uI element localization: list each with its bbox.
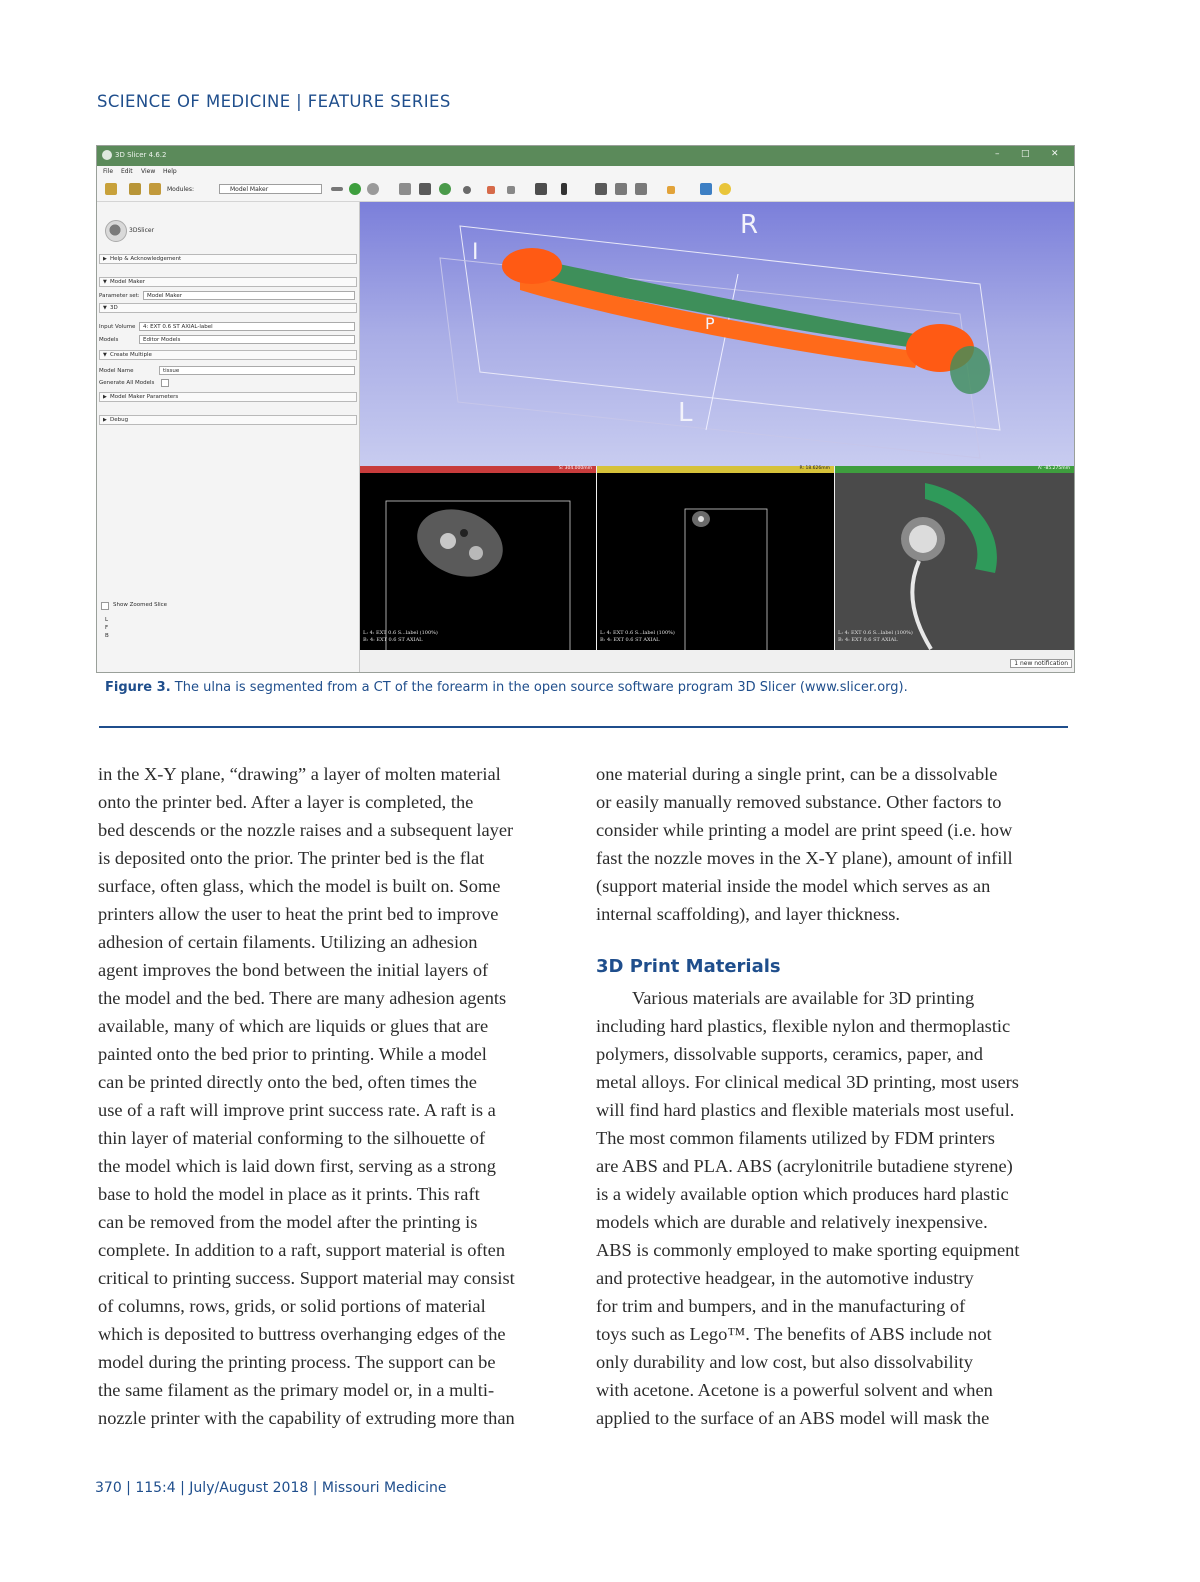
transform-icon[interactable] — [463, 186, 471, 194]
yellow-slice-info: L: 4: EXT 0.6 S...label (100%) B: 4: EXT 0.6 ST AXIAL — [600, 630, 675, 643]
section-create-multiple[interactable]: ▼ Create Multiple — [99, 350, 357, 360]
sagittal-ct-image — [597, 473, 834, 650]
text-line: complete. In addition to a raft, support material is often — [98, 1240, 506, 1260]
text-line: metal alloys. For clinical medical 3D printing, most users — [596, 1072, 1019, 1092]
text-line: fast the nozzle moves in the X-Y plane), amount of infill — [596, 848, 1013, 868]
text-line: applied to the surface of an ABS model will mask the — [596, 1408, 990, 1428]
input-volume-select[interactable]: 4: EXT 0.6 ST AXIAL-label — [139, 322, 355, 331]
text-line: the model and the bed. There are many adhesion agents — [98, 988, 507, 1008]
text-line: surface, often glass, which the model is built on. Some — [98, 876, 501, 896]
window-titlebar — [97, 146, 1074, 166]
history-icon[interactable] — [331, 187, 343, 191]
crosshair-icon[interactable] — [561, 183, 567, 195]
parameter-set-label: Parameter set: — [99, 293, 140, 299]
text-line: agent improves the bond between the initial layers of — [98, 960, 489, 980]
model-name-label: Model Name — [99, 368, 134, 374]
dcm-icon[interactable] — [129, 183, 141, 195]
menu-view[interactable]: View — [141, 168, 156, 175]
logo-text: 3DSlicer — [129, 227, 155, 234]
section-heading: 3D Print Materials — [596, 956, 781, 977]
data-probe-panel — [97, 601, 359, 671]
model-name-input[interactable]: tissue — [159, 366, 355, 375]
text-line: (support material inside the model which serves as an — [596, 876, 991, 896]
text-line: with acetone. Acetone is a powerful solvent and when — [596, 1380, 993, 1400]
module-selector[interactable]: Model Maker — [219, 184, 322, 194]
text-line: for trim and bumpers, and in the manufacturing of — [596, 1296, 966, 1316]
green-slice-info: L: 4: EXT 0.6 S...label (100%) B: 4: EXT 0.6 ST AXIAL — [838, 630, 913, 643]
cube-icon[interactable] — [419, 183, 431, 195]
screenshot-icon[interactable] — [595, 183, 607, 195]
text-line: including hard plastics, flexible nylon and thermoplastic — [596, 1016, 1011, 1036]
green-slice-view[interactable] — [835, 473, 1074, 650]
hand-tissue — [950, 346, 990, 394]
collapse-icon: ▶ — [103, 256, 107, 262]
text-line: The most common filaments utilized by FDM printers — [596, 1128, 995, 1148]
text-line: and protective headgear, in the automotive industry — [596, 1268, 974, 1288]
text-line: is deposited onto the prior. The printer bed is the flat — [98, 848, 485, 868]
menu-bar — [97, 166, 1074, 177]
red-slice-bar[interactable] — [360, 466, 596, 473]
section-divider — [99, 726, 1068, 728]
mouse-mode-icon[interactable] — [615, 183, 627, 195]
menu-file[interactable]: File — [103, 168, 114, 175]
probe-line: L — [105, 617, 109, 623]
status-bar — [360, 651, 1074, 672]
refresh-icon[interactable] — [367, 183, 379, 195]
text-line: ABS is commonly employed to make sporting equipment — [596, 1240, 1020, 1260]
data-icon[interactable] — [105, 183, 117, 195]
3d-view[interactable] — [360, 202, 1074, 466]
text-line: model during the printing process. The support can be — [98, 1352, 496, 1372]
text-line: bed descends or the nozzle raises and a subsequent layer — [98, 820, 514, 840]
orientation-label-p: P — [705, 314, 715, 333]
probe-line: B — [105, 633, 109, 639]
extension-icon[interactable] — [700, 183, 712, 195]
collapse-icon: ▶ — [103, 417, 107, 423]
text-line: the model which is laid down first, serving as a strong — [98, 1156, 496, 1176]
slicer-screenshot — [96, 145, 1075, 673]
show-zoomed-checkbox[interactable] — [101, 602, 109, 610]
text-line: the same filament as the primary model or, in a multi- — [98, 1380, 495, 1400]
text-line: thin layer of material conforming to the silhouette of — [98, 1128, 486, 1148]
yellow-slice-readout: R: 18.626mm — [799, 466, 830, 471]
section-3d[interactable]: ▼ 3D — [99, 303, 357, 313]
close-icon[interactable]: ✕ — [1051, 149, 1059, 159]
text-line: internal scaffolding), and layer thickness. — [596, 904, 901, 924]
text-line: toys such as Lego™. The benefits of ABS include not — [596, 1324, 992, 1344]
menu-help[interactable]: Help — [163, 168, 177, 175]
list-icon[interactable] — [399, 183, 411, 195]
text-line: or easily manually removed substance. Other factors to — [596, 792, 1002, 812]
volume-icon[interactable] — [439, 183, 451, 195]
text-line: will find hard plastics and flexible materials most useful. — [596, 1100, 1015, 1120]
text-line: in the X-Y plane, “drawing” a layer of molten material — [98, 764, 501, 784]
caption-text: The ulna is segmented from a CT of the forearm in the open source software program 3D Slicer (www.slicer.org). — [174, 680, 908, 695]
section-model-maker-params[interactable]: ▶ Model Maker Parameters — [99, 392, 357, 402]
expand-icon: ▼ — [103, 279, 107, 285]
body-column-right-bottom — [596, 984, 1076, 1432]
text-line: only durability and low cost, but also dissolvability — [596, 1352, 973, 1372]
coronal-ct-image — [835, 473, 1074, 650]
running-header: SCIENCE OF MEDICINE | FEATURE SERIES — [97, 92, 451, 111]
text-line: adhesion of certain filaments. Utilizing an adhesion — [98, 932, 478, 952]
text-line: which is deposited to buttress overhanging edges of the — [98, 1324, 506, 1344]
window-title: 3D Slicer 4.6.2 — [115, 151, 167, 159]
generate-all-checkbox[interactable] — [161, 379, 169, 387]
layout-icon[interactable] — [535, 183, 547, 195]
orientation-label-i: I — [472, 240, 479, 265]
green-slice-bar[interactable] — [835, 466, 1074, 473]
section-help[interactable]: ▶ Help & Acknowledgement — [99, 254, 357, 264]
section-model-maker[interactable]: ▼ Model Maker — [99, 277, 357, 287]
page-footer: 370 | 115:4 | July/August 2018 | Missouri Medicine — [95, 1480, 447, 1496]
red-slice-info: L: 4: EXT 0.6 S...label (100%) B: 4: EXT 0.6 ST AXIAL — [363, 630, 438, 643]
markup-icon[interactable] — [487, 186, 495, 194]
text-line: use of a raft will improve print success rate. A raft is a — [98, 1100, 496, 1120]
text-line: critical to printing success. Support material may consist — [98, 1268, 515, 1288]
text-line: consider while printing a model are print speed (i.e. how — [596, 820, 1013, 840]
fiducial-icon[interactable] — [667, 186, 675, 194]
elbow-bone — [502, 248, 562, 284]
red-slice-view[interactable] — [360, 473, 596, 650]
caption-label: Figure 3. — [105, 680, 171, 695]
text-line: are ABS and PLA. ABS (acrylonitrile butadiene styrene) — [596, 1156, 1013, 1176]
text-line: available, many of which are liquids or glues that are — [98, 1016, 489, 1036]
probe-line: F — [105, 625, 109, 631]
orientation-label-r: R — [740, 210, 759, 240]
expand-icon: ▼ — [103, 352, 107, 358]
show-zoomed-label: Show Zoomed Slice — [113, 602, 168, 608]
save-icon[interactable] — [149, 183, 161, 195]
green-slice-readout: A: -85.275mm — [1037, 466, 1070, 471]
figure-caption — [105, 680, 908, 695]
yellow-slice-bar[interactable] — [597, 466, 834, 473]
input-volume-label: Input Volume — [99, 324, 136, 330]
expand-icon: ▼ — [103, 305, 107, 311]
section-debug[interactable]: ▶ Debug — [99, 415, 357, 425]
models-select[interactable]: Editor Models — [139, 335, 355, 344]
next-module-icon[interactable] — [349, 183, 361, 195]
place-mode-icon[interactable] — [635, 183, 647, 195]
text-line: can be printed directly onto the bed, often times the — [98, 1072, 477, 1092]
generate-all-label: Generate All Models — [99, 380, 155, 386]
text-line: can be removed from the model after the printing is — [98, 1212, 478, 1232]
slicer-logo — [105, 220, 127, 242]
models-label: Models — [99, 337, 119, 343]
app-icon — [102, 150, 112, 160]
3d-render — [360, 202, 1074, 466]
modules-label: Modules: — [167, 186, 194, 193]
red-slice-readout: S: 304.000mm — [558, 466, 592, 471]
text-line: nozzle printer with the capability of extruding more than — [98, 1408, 515, 1428]
text-line: painted onto the bed prior to printing. While a model — [98, 1044, 487, 1064]
minimize-icon[interactable]: – — [995, 149, 1000, 159]
text-line: models which are durable and relatively inexpensive. — [596, 1212, 988, 1232]
python-icon[interactable] — [719, 183, 731, 195]
text-line: one material during a single print, can be a dissolvable — [596, 764, 998, 784]
text-line: onto the printer bed. After a layer is completed, the — [98, 792, 474, 812]
text-line: of columns, rows, grids, or solid portions of material — [98, 1296, 486, 1316]
ruler-icon[interactable] — [507, 186, 515, 194]
body-column-left — [98, 760, 578, 1432]
collapse-icon: ▶ — [103, 394, 107, 400]
text-line: Various materials are available for 3D printing — [632, 988, 975, 1008]
body-column-right-top — [596, 760, 1076, 928]
text-line: base to hold the model in place as it prints. This raft — [98, 1184, 480, 1204]
menu-edit[interactable]: Edit — [121, 168, 133, 175]
text-line: printers allow the user to heat the print bed to improve — [98, 904, 499, 924]
orientation-label-l: L — [678, 398, 693, 428]
maximize-icon[interactable]: □ — [1021, 149, 1030, 159]
yellow-slice-view[interactable] — [597, 473, 834, 650]
text-line: is a widely available option which produces hard plastic — [596, 1184, 1009, 1204]
parameter-set-select[interactable]: Model Maker — [143, 291, 355, 300]
toolbar — [97, 177, 1074, 202]
notification-badge[interactable]: 1 new notification — [1010, 659, 1072, 668]
text-line: polymers, dissolvable supports, ceramics, paper, and — [596, 1044, 983, 1064]
axial-ct-image — [360, 473, 596, 650]
